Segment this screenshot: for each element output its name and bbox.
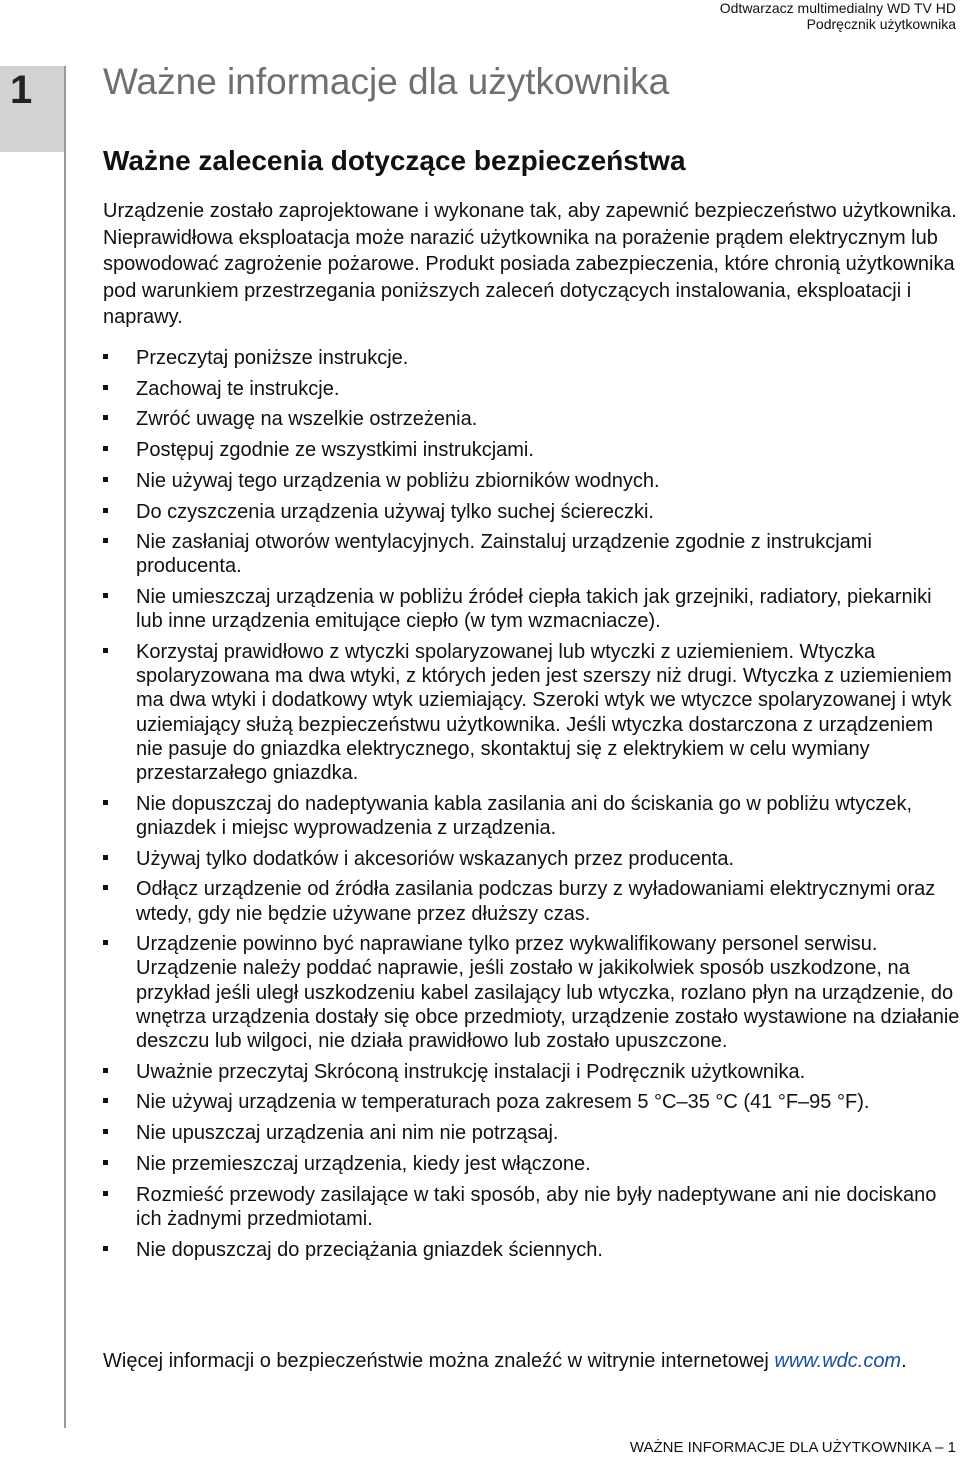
list-item: Przeczytaj poniższe instrukcje.	[103, 346, 960, 370]
list-item: Postępuj zgodnie ze wszystkimi instrukcjami.	[103, 438, 960, 462]
list-item: Nie używaj tego urządzenia w pobliżu zbiorników wodnych.	[103, 469, 960, 493]
safety-list	[103, 346, 960, 1268]
list-item: Rozmieść przewody zasilające w taki sposób, aby nie były nadeptywane ani nie dociskano ich żadnymi przedmiotami.	[103, 1183, 960, 1231]
bullet-square-icon	[103, 1191, 108, 1196]
bullet-square-icon	[103, 415, 108, 420]
bullet-square-icon	[103, 800, 108, 805]
header-product: Odtwarzacz multimedialny WD TV HD	[719, 0, 956, 16]
list-item: Uważnie przeczytaj Skróconą instrukcję instalacji i Podręcznik użytkownika.	[103, 1060, 960, 1084]
bullet-square-icon	[103, 885, 108, 890]
list-item: Nie umieszczaj urządzenia w pobliżu źródeł ciepła takich jak grzejniki, radiatory, piekarniki lub inne urządzenia emitujące ciepło (w tym wzmacniacze).	[103, 585, 960, 633]
list-item: Zachowaj te instrukcje.	[103, 377, 960, 401]
chapter-title: Ważne informacje dla użytkownika	[103, 61, 670, 102]
bullet-square-icon	[103, 1160, 108, 1165]
more-info-text: Więcej informacji o bezpieczeństwie można znaleźć w witrynie internetowej	[103, 1350, 769, 1372]
list-item: Nie upuszczaj urządzenia ani nim nie potrząsaj.	[103, 1121, 960, 1145]
header-manual: Podręcznik użytkownika	[806, 16, 956, 32]
bullet-square-icon	[103, 1129, 108, 1134]
bullet-square-icon	[103, 508, 108, 513]
list-item: Używaj tylko dodatków i akcesoriów wskazanych przez producenta.	[103, 847, 960, 871]
chapter-number: 1	[10, 68, 33, 112]
list-item: Zwróć uwagę na wszelkie ostrzeżenia.	[103, 407, 960, 431]
bullet-square-icon	[103, 648, 108, 653]
bullet-square-icon	[103, 446, 108, 451]
list-item: Korzystaj prawidłowo z wtyczki spolaryzowanej lub wtyczki z uziemieniem. Wtyczka spolaryzowana ma dwa wtyki, z których jeden jest szerszy niż drugi. Wtyczka z uziemieniem ma dwa wtyki i dodatkowy wtyk uziemiający. Szeroki wtyk we wtyczce spolaryzowanej i wtyk uziemiający służą bezpieczeństwu użytkownika. Jeśli wtyczka dostarczona z urządzeniem nie pasuje do gniazdka elektrycznego, skontaktuj się z elektrykiem w celu wymiany przestarzałego gniazdka.	[103, 640, 960, 785]
website-link[interactable]: www.wdc.com	[774, 1350, 902, 1372]
bullet-square-icon	[103, 354, 108, 359]
list-item: Nie dopuszczaj do przeciążania gniazdek ściennych.	[103, 1238, 960, 1262]
list-item: Do czyszczenia urządzenia używaj tylko suchej ściereczki.	[103, 500, 960, 524]
bullet-square-icon	[103, 538, 108, 543]
bullet-square-icon	[103, 385, 108, 390]
more-info-paragraph	[103, 1348, 960, 1374]
margin-rule	[64, 66, 66, 1428]
section-title: Ważne zalecenia dotyczące bezpieczeństwa	[103, 145, 686, 176]
bullet-square-icon	[103, 593, 108, 598]
list-item: Nie zasłaniaj otworów wentylacyjnych. Zainstaluj urządzenie zgodnie z instrukcjami producenta.	[103, 530, 960, 578]
page-footer: WAŻNE INFORMACJE DLA UŻYTKOWNIKA – 1	[629, 1439, 956, 1456]
bullet-square-icon	[103, 1098, 108, 1103]
list-item: Urządzenie powinno być naprawiane tylko przez wykwalifikowany personel serwisu. Urządzenie należy poddać naprawie, jeśli zostało w jakikolwiek sposób uszkodzone, na przykład jeśli uległ uszkodzeniu kabel zasilający lub wtyczka, rozlano płyn na urządzenie, do wnętrza urządzenia dostały się obce przedmioty, urządzenie zostało wystawione na działanie deszczu lub wilgoci, nie działa prawidłowo lub zostało upuszczone.	[103, 932, 960, 1053]
bullet-square-icon	[103, 855, 108, 860]
bullet-square-icon	[103, 940, 108, 945]
bullet-square-icon	[103, 1068, 108, 1073]
list-item: Odłącz urządzenie od źródła zasilania podczas burzy z wyładowaniami elektrycznymi oraz wtedy, gdy nie będzie używane przez dłuższy czas.	[103, 877, 960, 925]
list-item: Nie używaj urządzenia w temperaturach poza zakresem 5 °C–35 °C (41 °F–95 °F).	[103, 1090, 960, 1114]
list-item: Nie dopuszczaj do nadeptywania kabla zasilania ani do ściskania go w pobliżu wtyczek, gniazdek i miejsc wyprowadzenia z urządzenia.	[103, 792, 960, 840]
intro-paragraph: Urządzenie zostało zaprojektowane i wykonane tak, aby zapewnić bezpieczeństwo użytkownika. Nieprawidłowa eksploatacja może narazić użytkownika na porażenie prądem elektrycznym lub spowodować zagrożenie pożarowe. Produkt posiada zabezpieczenia, które chronią użytkownika pod warunkiem przestrzegania poniższych zaleceń dotyczących instalowania, eksploatacji i naprawy.	[103, 200, 957, 328]
bullet-square-icon	[103, 477, 108, 482]
list-item: Nie przemieszczaj urządzenia, kiedy jest włączone.	[103, 1152, 960, 1176]
link-suffix: .	[901, 1350, 907, 1372]
bullet-square-icon	[103, 1246, 108, 1251]
page-header	[720, 0, 956, 32]
